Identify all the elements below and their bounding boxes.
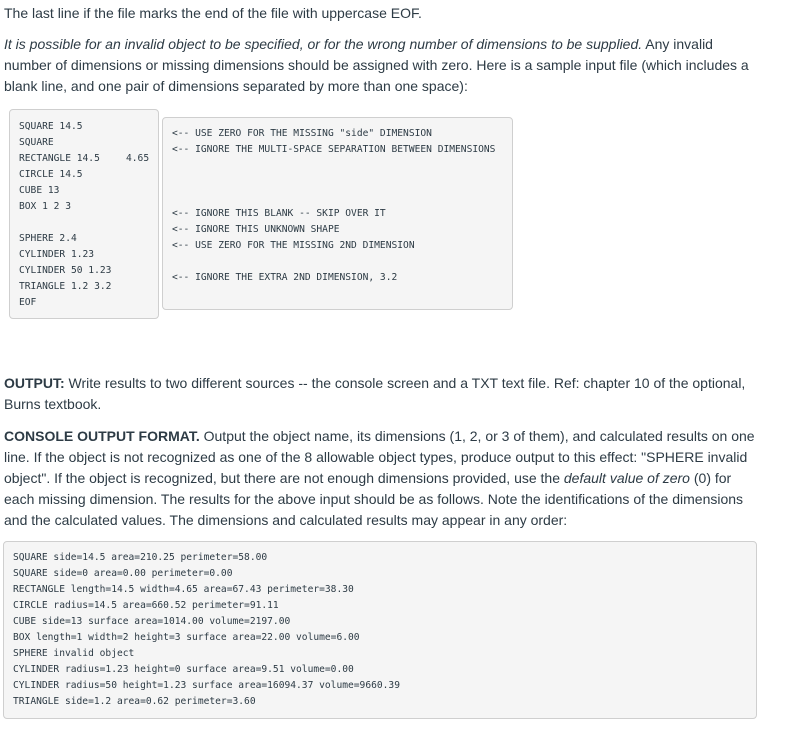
annotation-line: <-- USE ZERO FOR THE MISSING 2ND DIMENSION [172,240,415,251]
output-line: SPHERE invalid object [13,648,135,659]
console-format-text-end: (0) for each missing dimension. The results for the above input should be as follows. Note the identifications of the dimensions and the calculated values. The dimensions and calculated results may appear in any order: [4,470,744,528]
output-line: CYLINDER radius=1.23 height=0 surface area=9.51 volume=0.00 [13,664,354,675]
invalid-rest-text: Any invalid number of dimensions or missing dimensions should be assigned with zero. Here is a sample input file (which includes a blank line, and one pair of dimensions separated by more than one space): [4,36,749,94]
output-line: SQUARE side=14.5 area=210.25 perimeter=58.00 [13,552,268,563]
annotation-line: <-- IGNORE THIS BLANK -- SKIP OVER IT [172,208,386,219]
input-line: CUBE 13 [19,185,60,196]
input-line: SQUARE [19,137,54,148]
annotation-line: <-- IGNORE THIS UNKNOWN SHAPE [172,224,340,235]
console-format-paragraph [4,426,764,531]
annotation-line: <-- USE ZERO FOR THE MISSING "side" DIMENSION [172,128,432,139]
input-line: CYLINDER 50 1.23 [19,265,112,276]
output-line: CUBE side=13 surface area=1014.00 volume=2197.00 [13,616,291,627]
input-line: TRIANGLE 1.2 3.2 [19,281,112,292]
output-line: CYLINDER radius=50 height=1.23 surface area=16094.37 volume=9660.39 [13,680,400,691]
eof-text: The last line if the file marks the end of the file with uppercase EOF. [4,5,422,21]
input-line-rect-second-dim: 4.65 [126,153,150,164]
console-format-label: CONSOLE OUTPUT FORMAT. [4,428,200,444]
console-output-box [3,541,757,719]
sample-input-box [9,109,159,319]
input-line: EOF [19,297,37,308]
input-line: SQUARE 14.5 [19,121,83,132]
input-line: RECTANGLE 14.5 [19,153,100,164]
input-line: CIRCLE 14.5 [19,169,83,180]
input-line: SPHERE 2.4 [19,233,77,244]
input-line: BOX 1 2 3 [19,201,71,212]
annotation-line: <-- IGNORE THE EXTRA 2ND DIMENSION, 3.2 [172,272,398,283]
invalid-dimensions-paragraph [4,34,764,97]
output-line: RECTANGLE length=14.5 width=4.65 area=67.43 perimeter=38.30 [13,584,354,595]
input-line: CYLINDER 1.23 [19,249,95,260]
invalid-italic-text: It is possible for an invalid object to be specified, or for the wrong number of dimensions to be supplied. [4,36,643,52]
output-line: BOX length=1 width=2 height=3 surface area=22.00 volume=6.00 [13,632,360,643]
output-text: Write results to two different sources -- the console screen and a TXT text file. Ref: chapter 10 of the optional, Burns textbook. [4,375,746,412]
output-line: SQUARE side=0 area=0.00 perimeter=0.00 [13,568,233,579]
console-format-text: Output the object name, its dimensions (1, 2, or 3 of them), and calculated results on one line. If the object is not recognized as one of the 8 allowable object types, produce output to this effect: "SPHERE invalid object". If the object is recognized, but there are not enough dimensions provided, use the [4,428,755,486]
output-label: OUTPUT: [4,375,65,391]
annotation-line: <-- IGNORE THE MULTI-SPACE SEPARATION BETWEEN DIMENSIONS [172,144,496,155]
output-paragraph [4,373,764,415]
annotations-box [162,117,513,310]
default-value-italic: default value of zero [563,470,690,486]
output-line: TRIANGLE side=1.2 area=0.62 perimeter=3.60 [13,696,256,707]
eof-paragraph [4,3,764,24]
output-line: CIRCLE radius=14.5 area=660.52 perimeter=91.11 [13,600,279,611]
